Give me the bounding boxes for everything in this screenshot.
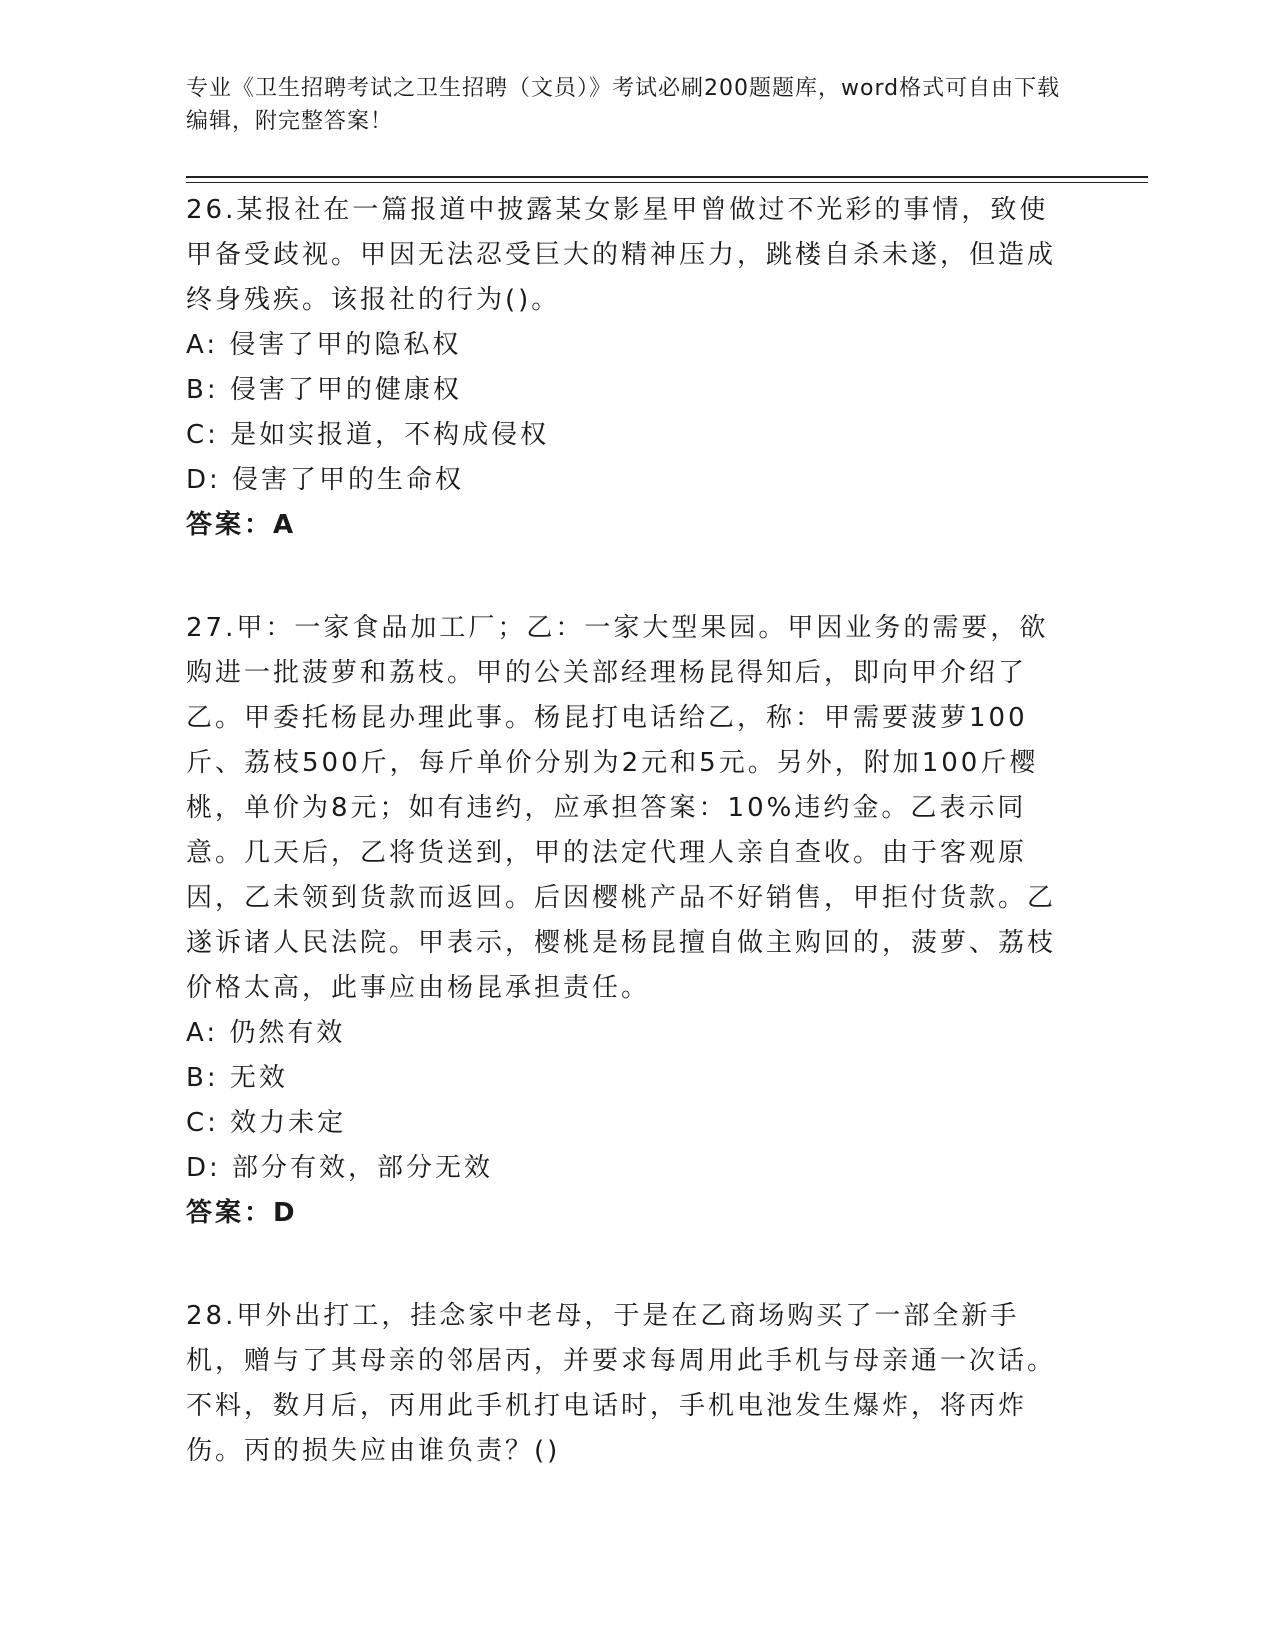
question-27 [186, 606, 1066, 1236]
option-d: D: 部分有效，部分无效 [186, 1153, 494, 1183]
question-26 [186, 188, 1066, 548]
page-header: 专业《卫生招聘考试之卫生招聘（文员）》考试必刷200题题库，word格式可自由下载编辑，附完整答案！ [186, 76, 1061, 134]
option-b: B: 侵害了甲的健康权 [186, 375, 462, 405]
option-b: B: 无效 [186, 1063, 288, 1093]
option-list [186, 323, 1066, 503]
question-28 [186, 1294, 1066, 1474]
question-text: 26.某报社在一篇报道中披露某女影星甲曾做过不光彩的事情，致使甲备受歧视。甲因无法忍受巨大的精神压力，跳楼自杀未遂，但造成终身残疾。该报社的行为()。 [186, 195, 1057, 315]
option-a: A: 仍然有效 [186, 1018, 346, 1048]
header-rule-thick [186, 176, 1148, 178]
header-rule-thin [186, 182, 1148, 183]
option-c: C: 效力未定 [186, 1108, 347, 1138]
question-spacer [186, 548, 1066, 606]
question-list [186, 188, 1066, 1474]
option-c: C: 是如实报道，不构成侵权 [186, 420, 550, 450]
option-a: A: 侵害了甲的隐私权 [186, 330, 462, 360]
option-d: D: 侵害了甲的生命权 [186, 465, 465, 495]
answer-label: 答案：A [186, 510, 297, 540]
question-text: 28.甲外出打工，挂念家中老母，于是在乙商场购买了一部全新手机，赠与了其母亲的邻居丙，并要求每周用此手机与母亲通一次话。不料，数月后，丙用此手机打电话时，手机电池发生爆炸，将丙炸伤。丙的损失应由谁负责？() [186, 1301, 1057, 1466]
question-text: 27.甲：一家食品加工厂；乙：一家大型果园。甲因业务的需要，欲购进一批菠萝和荔枝。甲的公关部经理杨昆得知后，即向甲介绍了乙。甲委托杨昆办理此事。杨昆打电话给乙，称：甲需要菠萝100斤、荔枝500斤，每斤单价分别为2元和5元。另外，附加100斤樱桃，单价为8元；如有违约，应承担答案：10%违约金。乙表示同意。几天后，乙将货送到，甲的法定代理人亲自查收。由于客观原因，乙未领到货款而返回。后因樱桃产品不好销售，甲拒付货款。乙遂诉诸人民法院。甲表示，樱桃是杨昆擅自做主购回的，菠萝、荔枝价格太高，此事应由杨昆承担责任。 [186, 613, 1057, 1003]
question-spacer [186, 1236, 1066, 1294]
option-list [186, 1011, 1066, 1191]
answer-label: 答案：D [186, 1198, 298, 1228]
